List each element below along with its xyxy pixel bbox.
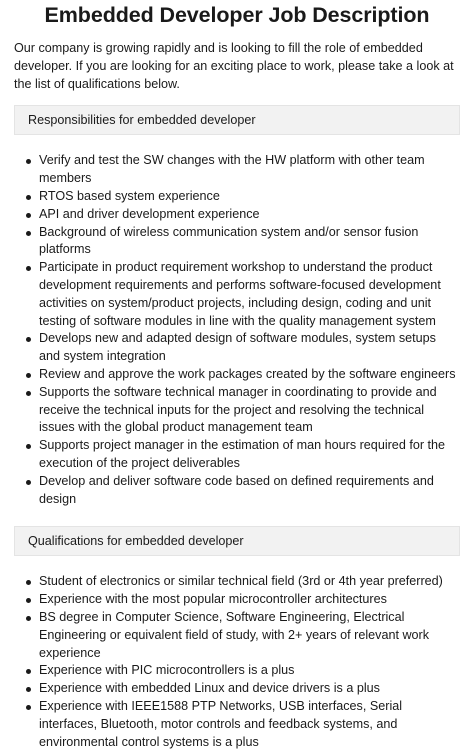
bullet-icon — [26, 580, 31, 585]
bullet-icon — [26, 616, 31, 621]
list-item-text: Develop and deliver software code based on defined requirements and design — [39, 473, 434, 506]
qualifications-list — [14, 573, 460, 751]
list-item — [39, 188, 460, 206]
bullet-icon — [26, 391, 31, 396]
list-item — [39, 206, 460, 224]
list-item-text: Verify and test the SW changes with the HW platform with other team members — [39, 153, 425, 186]
list-item — [39, 330, 460, 366]
list-item-text: API and driver development experience — [39, 206, 260, 221]
list-item-text: Experience with the most popular microcontroller architectures — [39, 592, 387, 607]
list-item-text: Participate in product requirement workshop to understand the product development requirements and performs software-focused development activities on system/product projects, including design, coding and unit testing of software modules in line with the quality management system — [39, 260, 441, 328]
responsibilities-heading: Responsibilities for embedded developer — [14, 105, 460, 135]
bullet-icon — [26, 266, 31, 271]
responsibilities-list — [14, 152, 460, 508]
bullet-icon — [26, 705, 31, 710]
bullet-icon — [26, 195, 31, 200]
list-item-text: Supports project manager in the estimation of man hours required for the execution of the project deliverables — [39, 438, 446, 470]
page-title: Embedded Developer Job Description — [44, 3, 430, 27]
bullet-icon — [26, 687, 31, 692]
list-item — [39, 662, 460, 680]
list-item — [39, 680, 460, 698]
list-item — [39, 224, 460, 260]
list-item-text: Experience with PIC microcontrollers is a plus — [39, 663, 295, 678]
intro-paragraph: Our company is growing rapidly and is looking to fill the role of embedded developer. If you are looking for an exciting place to work, please take a look at the list of qualifications below. — [14, 41, 454, 91]
list-item — [39, 609, 460, 662]
bullet-icon — [26, 337, 31, 342]
list-item-text: Supports the software technical manager in coordinating to provide and receive the technical inputs for the project and resolving the technical issues with the global product management team — [39, 384, 437, 435]
list-item — [39, 573, 460, 591]
list-item-text: Develops new and adapted design of software modules, system setups and system integration — [39, 331, 436, 364]
list-item-text: Student of electronics or similar technical field (3rd or 4th year preferred) — [39, 574, 443, 589]
list-item-text: Experience with embedded Linux and device drivers is a plus — [39, 681, 380, 696]
list-item — [39, 259, 460, 330]
list-item — [39, 152, 460, 188]
list-item — [39, 473, 460, 509]
bullet-icon — [26, 159, 31, 164]
list-item-text: BS degree in Computer Science, Software Engineering, Electrical Engineering or equivalent field of study, with 2+ years of relevant work experience — [39, 609, 430, 660]
bullet-icon — [26, 598, 31, 603]
qualifications-heading: Qualifications for embedded developer — [14, 526, 460, 556]
list-item — [39, 591, 460, 609]
list-item — [39, 698, 460, 751]
list-item — [39, 437, 460, 473]
bullet-icon — [26, 669, 31, 674]
bullet-icon — [26, 444, 31, 449]
list-item — [39, 384, 460, 437]
bullet-icon — [26, 480, 31, 485]
list-item-text: Background of wireless communication system and/or sensor fusion platforms — [39, 224, 419, 257]
bullet-icon — [26, 373, 31, 378]
list-item-text: Experience with IEEE1588 PTP Networks, USB interfaces, Serial interfaces, Bluetooth, motor controls and feedback systems, and environmental control systems is a plus — [39, 698, 403, 749]
list-item-text: Review and approve the work packages created by the software engineers — [39, 366, 456, 381]
bullet-icon — [26, 213, 31, 218]
bullet-icon — [26, 231, 31, 236]
list-item-text: RTOS based system experience — [39, 188, 220, 203]
list-item — [39, 366, 460, 384]
